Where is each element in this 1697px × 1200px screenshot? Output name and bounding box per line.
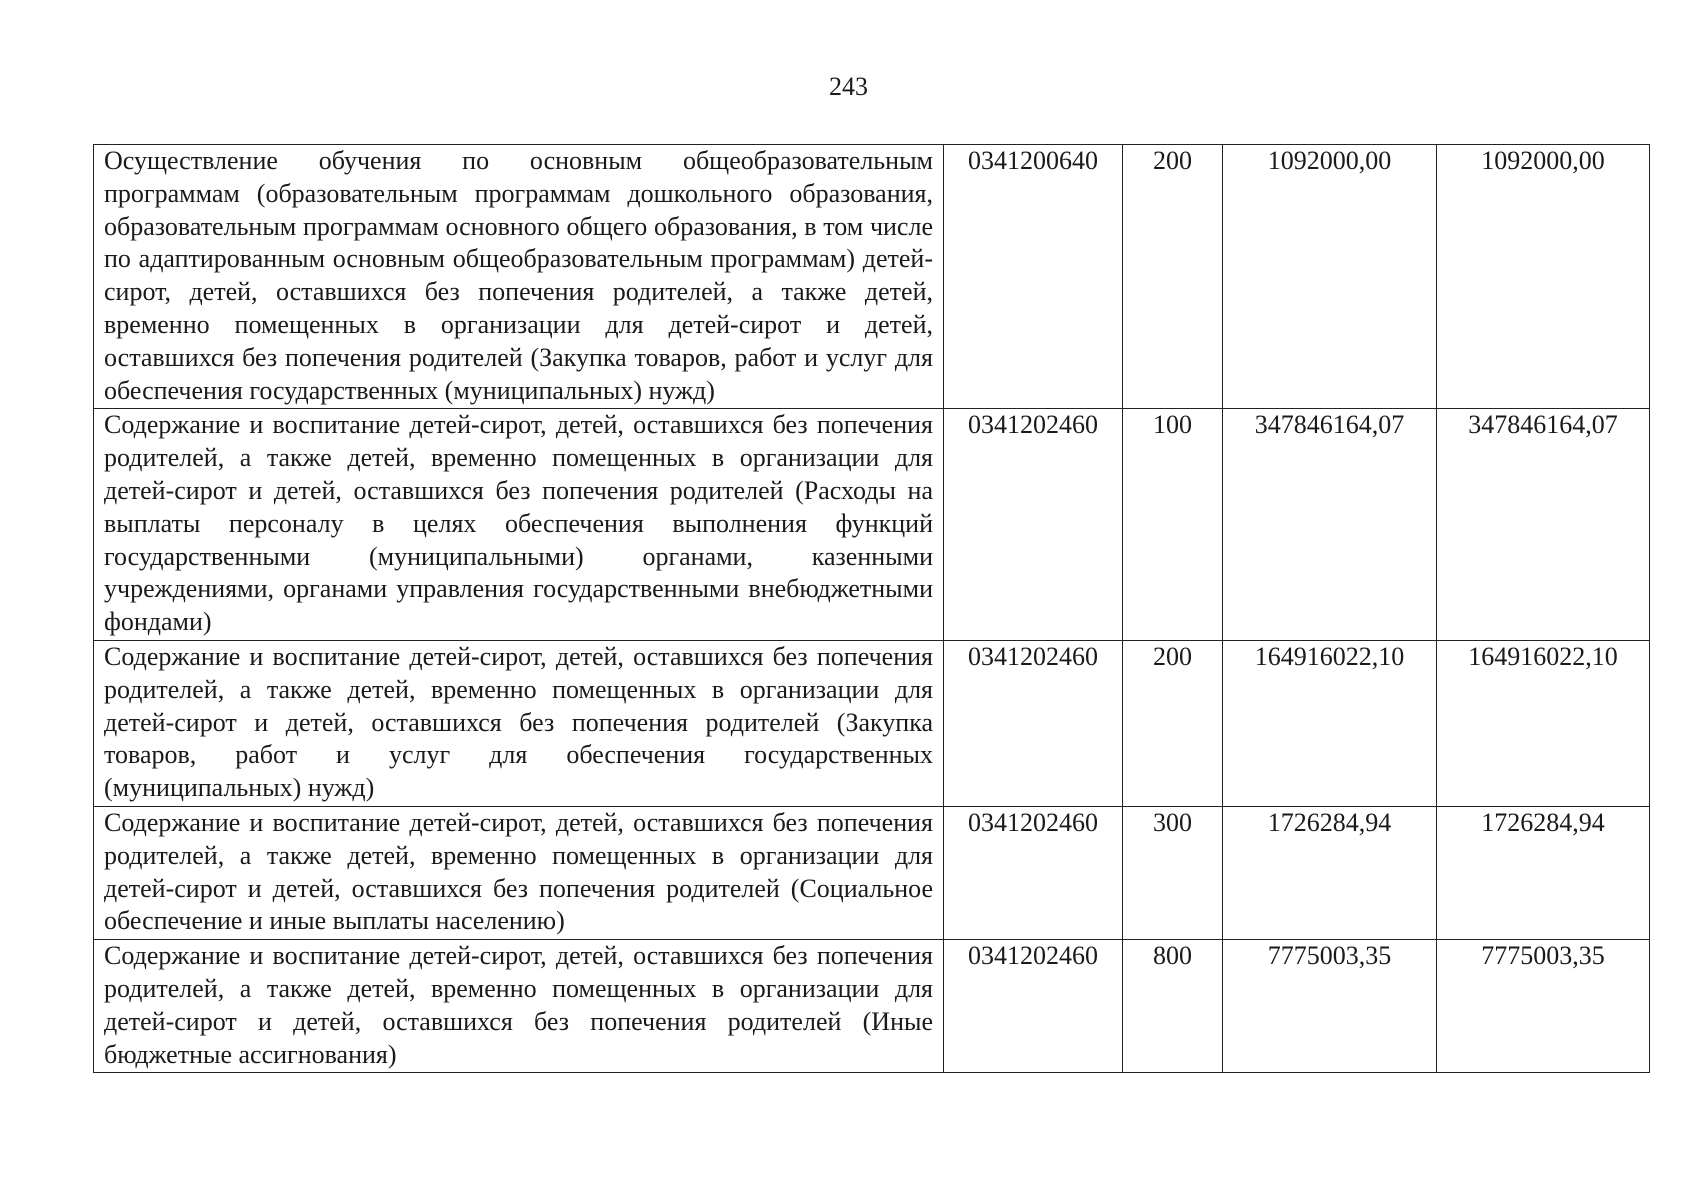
row-amount-1: 7775003,35	[1223, 940, 1437, 1073]
table-row	[94, 409, 1650, 641]
row-description: Содержание и воспитание детей-сирот, детей, оставшихся без попечения родителей, а также детей, временно помещенных в организации для детей-сирот и детей, оставшихся без попечения родителей (Иные бюджетные ассигнования)	[94, 940, 944, 1073]
row-amount-2: 7775003,35	[1437, 940, 1650, 1073]
table-row	[94, 806, 1650, 939]
row-amount-1: 1726284,94	[1223, 806, 1437, 939]
row-target-code: 0341200640	[944, 145, 1123, 409]
row-amount-2: 1092000,00	[1437, 145, 1650, 409]
row-amount-2: 347846164,07	[1437, 409, 1650, 641]
row-target-code: 0341202460	[944, 640, 1123, 806]
table-row	[94, 940, 1650, 1073]
row-amount-2: 164916022,10	[1437, 640, 1650, 806]
row-description: Осуществление обучения по основным общеобразовательным программам (образовательным программам дошкольного образования, образовательным программам основного общего образования, в том числе по адаптированным основным общеобразовательным программам) детей-сирот, детей, оставшихся без попечения родителей, а также детей, временно помещенных в организации для детей-сирот и детей, оставшихся без попечения родителей (Закупка товаров, работ и услуг для обеспечения государственных (муниципальных) нужд)	[94, 145, 944, 409]
table-row	[94, 640, 1650, 806]
row-amount-2: 1726284,94	[1437, 806, 1650, 939]
row-target-code: 0341202460	[944, 940, 1123, 1073]
row-expense-type: 200	[1123, 145, 1223, 409]
row-amount-1: 1092000,00	[1223, 145, 1437, 409]
page-number: 243	[829, 72, 868, 101]
budget-table	[93, 144, 1650, 1073]
row-amount-1: 164916022,10	[1223, 640, 1437, 806]
row-expense-type: 100	[1123, 409, 1223, 641]
row-expense-type: 200	[1123, 640, 1223, 806]
table-row	[94, 145, 1650, 409]
row-expense-type: 800	[1123, 940, 1223, 1073]
row-expense-type: 300	[1123, 806, 1223, 939]
row-description: Содержание и воспитание детей-сирот, детей, оставшихся без попечения родителей, а также детей, временно помещенных в организации для детей-сирот и детей, оставшихся без попечения родителей (Расходы на выплаты персоналу в целях обеспечения выполнения функций государственными (муниципальными) органами, казенными учреждениями, органами управления государственными внебюджетными фондами)	[94, 409, 944, 641]
row-description: Содержание и воспитание детей-сирот, детей, оставшихся без попечения родителей, а также детей, временно помещенных в организации для детей-сирот и детей, оставшихся без попечения родителей (Закупка товаров, работ и услуг для обеспечения государственных (муниципальных) нужд)	[94, 640, 944, 806]
row-target-code: 0341202460	[944, 409, 1123, 641]
row-amount-1: 347846164,07	[1223, 409, 1437, 641]
row-target-code: 0341202460	[944, 806, 1123, 939]
row-description: Содержание и воспитание детей-сирот, детей, оставшихся без попечения родителей, а также детей, временно помещенных в организации для детей-сирот и детей, оставшихся без попечения родителей (Социальное обеспечение и иные выплаты населению)	[94, 806, 944, 939]
